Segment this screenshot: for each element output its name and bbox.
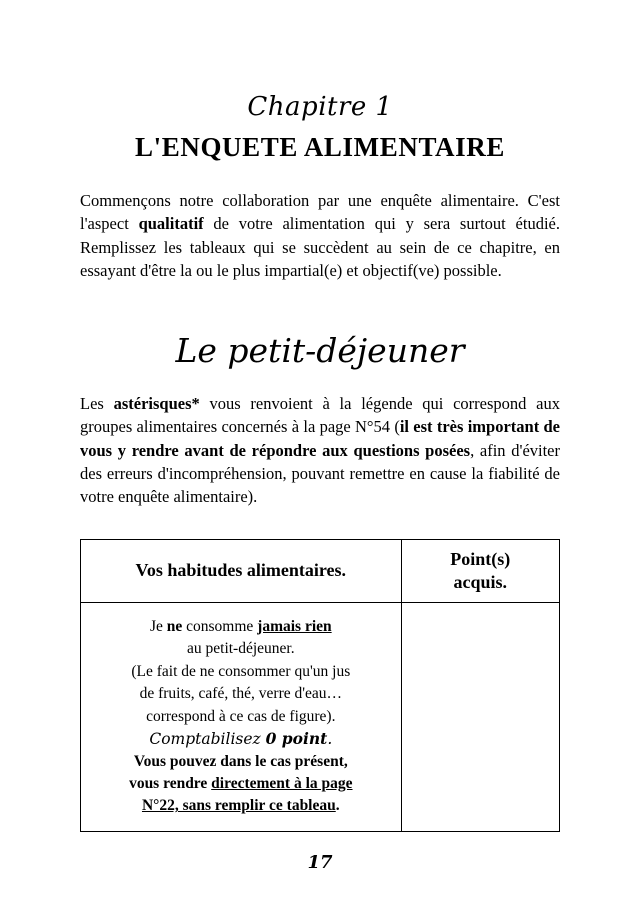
body-paragraph	[80, 392, 560, 509]
answer-line-4: de fruits, café, thé, verre d'eau…	[139, 685, 343, 703]
answer-line-9-underline: N°22, sans remplir ce tableau	[141, 797, 336, 815]
points-cell[interactable]	[401, 602, 559, 831]
answer-line-3: (Le fait de ne consommer qu'un jus	[131, 662, 351, 680]
intro-text-part2: de votre alimentation qui y sera surtout étudié. Remplissez les tableaux qui se succèdent au sein de ce chapitre, en essayant d'être la ou le plus impartial(e) et objectif(ve) possible.	[80, 214, 560, 281]
answer-line-7: Vous pouvez dans le cas présent,	[133, 752, 348, 770]
answer-line-1-bold: ne	[166, 617, 183, 635]
chapter-label	[80, 92, 560, 122]
section-title-text: Le petit-déjeuner	[175, 330, 465, 370]
answer-line-1-mid: consomme	[182, 617, 258, 635]
answer-line-5: correspond à ce cas de figure).	[146, 707, 336, 725]
body-text-part1: Les	[80, 393, 114, 413]
answer-line-8	[81, 773, 401, 795]
answer-line-6-end: .	[327, 730, 333, 749]
table-row	[81, 602, 560, 831]
page-content	[80, 0, 560, 908]
table-header-points-line1: Point(s)	[450, 549, 511, 570]
answer-line-9	[81, 795, 401, 817]
answer-line-1-pre: Je	[149, 617, 167, 635]
page-number: 17	[307, 852, 333, 873]
body-bold-important: il est très important de vous y rendre avant de répondre aux questions posées	[80, 417, 560, 460]
section-title	[80, 331, 560, 370]
body-bold-asterisques: astérisques*	[113, 393, 200, 413]
answer-line-8-pre: vous rendre	[129, 774, 212, 792]
body-text-part2: vous renvoient à la légende qui correspond aux groupes alimentaires concernés à la page N°54 (	[80, 393, 560, 437]
answer-line-1-underline: jamais rien	[257, 617, 332, 635]
table-header-habits: Vos habitudes alimentaires.	[81, 539, 402, 602]
answer-line-6	[81, 728, 401, 750]
table-header-row	[81, 539, 560, 602]
table-header-points	[401, 539, 559, 602]
chapter-label-text: Chapitre 1	[247, 92, 393, 122]
answer-line-6-text: Comptabilisez	[149, 730, 266, 749]
answer-cell	[81, 602, 402, 831]
answer-line-6-value: 0 point	[265, 729, 328, 749]
habits-table	[80, 539, 560, 832]
intro-paragraph	[80, 189, 560, 283]
body-text-part3: , afin d'éviter des erreurs d'incompréhension, pouvant remettre en cause la fiabilité de votre enquête alimentaire).	[80, 440, 560, 507]
intro-bold-qualitatif: qualitatif	[138, 214, 204, 234]
answer-line-9-end: .	[335, 797, 340, 815]
table-header-points-line2: acquis.	[453, 571, 508, 592]
answer-line-2: au petit-déjeuner.	[187, 640, 295, 658]
answer-line-1	[81, 616, 401, 638]
intro-text-part1: Commençons notre collaboration par une enquête alimentaire. C'est l'aspect	[80, 191, 560, 234]
answer-line-8-underline: directement à la page	[211, 774, 353, 792]
page-title: L'ENQUETE ALIMENTAIRE	[135, 132, 505, 162]
